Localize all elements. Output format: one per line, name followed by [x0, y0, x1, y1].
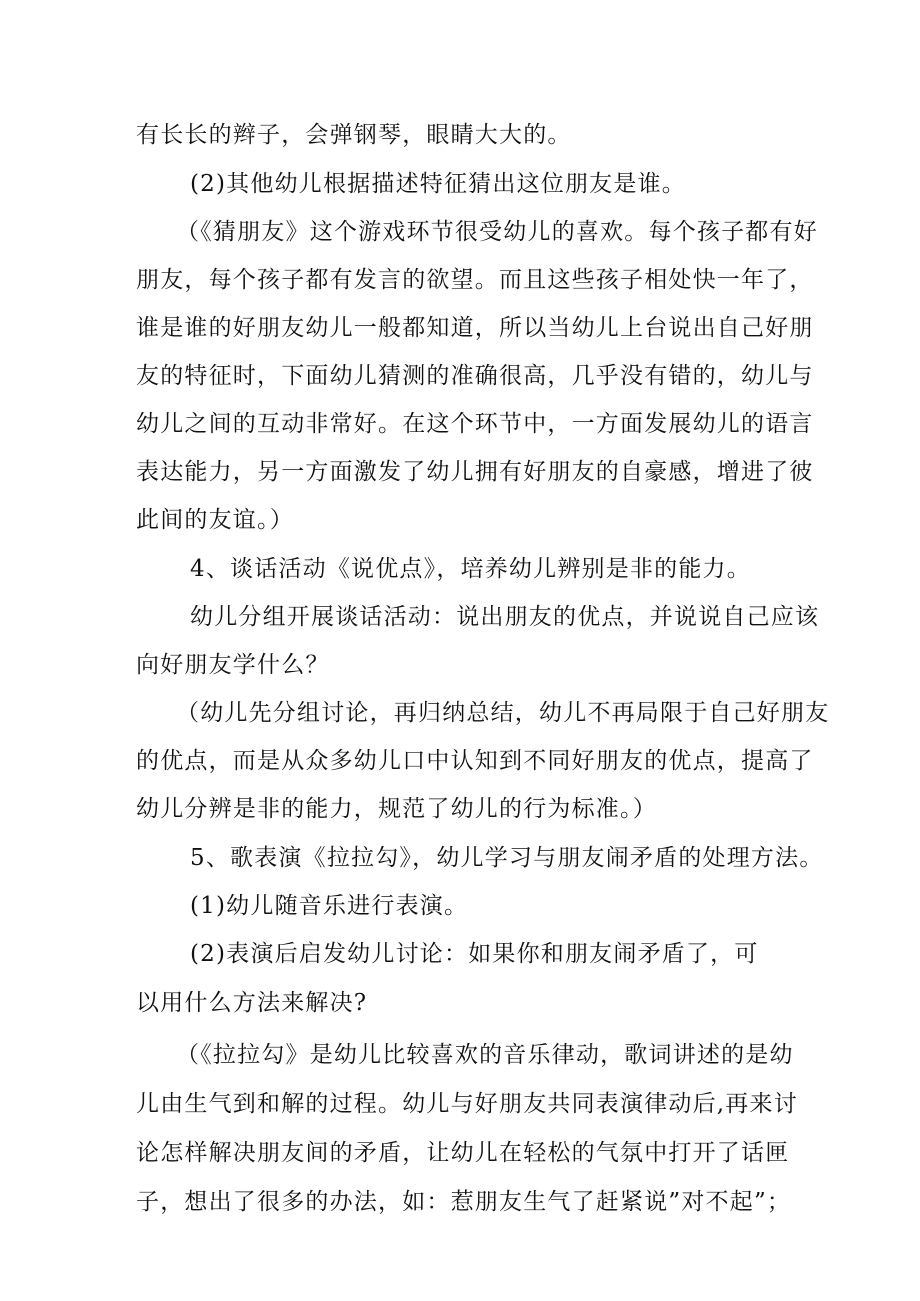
text-line: (2)表演后启发幼儿讨论：如果你和朋友闹矛盾了，可	[190, 941, 759, 967]
text-line: 幼儿分辨是非的能力，规范了幼儿的行为标准。）	[136, 796, 657, 822]
text-line: 论怎样解决朋友间的矛盾，让幼儿在轻松的气氛中打开了话匣	[136, 1140, 790, 1166]
text-line: 子，想出了很多的办法，如：惹朋友生气了赶紧说”对不起”；	[136, 1189, 792, 1215]
text-line: 朋友，每个孩子都有发言的欲望。而且这些孩子相处快一年了，	[136, 267, 814, 293]
text-line: 此间的友谊。）	[136, 507, 294, 533]
text-line: 有长长的辫子，会弹钢琴，眼睛大大的。	[136, 122, 572, 148]
text-line: (1)幼儿随音乐进行表演。	[190, 893, 469, 919]
text-line: 谁是谁的好朋友幼儿一般都知道，所以当幼儿上台说出自己好朋	[136, 315, 814, 341]
text-line: 友的特征时，下面幼儿猜测的准确很高，几乎没有错的，幼儿与	[136, 363, 814, 389]
text-line: 以用什么方法来解决?	[136, 990, 368, 1016]
text-line: 向好朋友学什么？	[136, 652, 330, 678]
text-line: 5、歌表演《拉拉勾》，幼儿学习与朋友闹矛盾的处理方法。	[190, 845, 824, 871]
text-line: (2)其他幼儿根据描述特征猜出这位朋友是谁。	[190, 171, 686, 197]
text-line: 幼儿分组开展谈话活动：说出朋友的优点，并说说自己应该	[190, 604, 820, 630]
text-line: （《猜朋友》这个游戏环节很受幼儿的喜欢。每个孩子都有好	[176, 219, 818, 245]
text-line: 的优点，而是从众多幼儿口中认知到不同好朋友的优点，提高了	[136, 748, 814, 774]
text-line: （《拉拉勾》是幼儿比较喜欢的音乐律动，歌词讲述的是幼	[176, 1042, 794, 1068]
text-line: 儿由生气到和解的过程。幼儿与好朋友共同表演律动后,再来讨	[136, 1091, 798, 1117]
text-line: 表达能力，另一方面激发了幼儿拥有好朋友的自豪感，增进了彼	[136, 459, 814, 485]
text-line: 幼儿之间的互动非常好。在这个环节中，一方面发展幼儿的语言	[136, 411, 814, 437]
text-line: 4、谈话活动《说优点》，培养幼儿辨别是非的能力。	[190, 556, 751, 582]
text-line: （幼儿先分组讨论，再归纳总结，幼儿不再局限于自己好朋友	[176, 700, 830, 726]
